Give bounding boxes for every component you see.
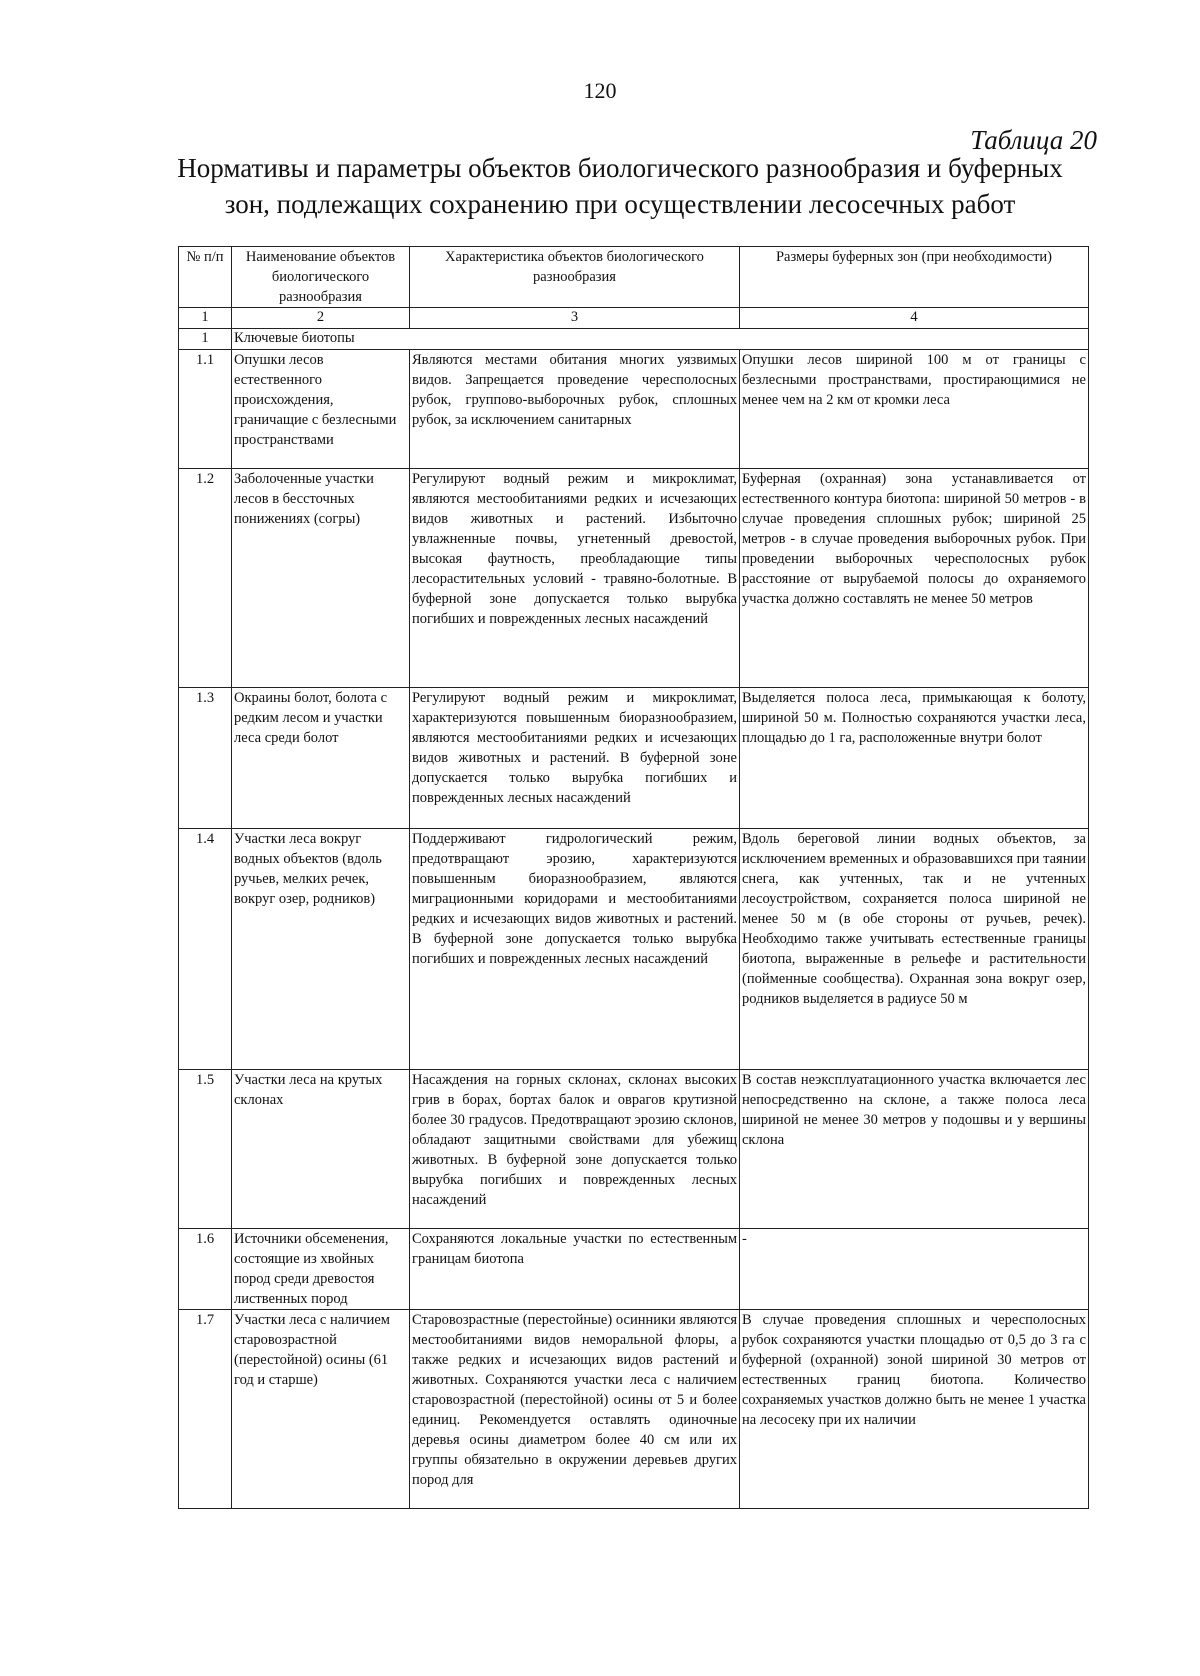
row-characteristic: Регулируют водный режим и микроклимат, характеризуются повышенным биоразнообразием, являются местообитаниями редких и исчезающих видов животных и растений. В буферной зоне допускается только вырубка погибших и поврежденных лесных насаждений: [410, 688, 740, 829]
row-object-name: Опушки лесов естественного происхождения, граничащие с безлесными пространствами: [232, 350, 410, 469]
row-characteristic: Поддерживают гидрологический режим, предотвращают эрозию, характеризуются повышенным биоразнообразием, являются миграционными коридорами и местообитаниями редких и исчезающих видов животных и растений. В буферной зоне допускается только вырубка погибших и поврежденных лесных насаждений: [410, 829, 740, 1070]
row-buffer-size: Опушки лесов шириной 100 м от границы с безлесными пространствами, простирающимися не менее чем на 2 км от кромки леса: [740, 350, 1089, 469]
row-buffer-size: -: [740, 1229, 1089, 1310]
document-title: [150, 150, 1090, 222]
table-row: [179, 350, 1089, 469]
row-number: 1.7: [179, 1310, 232, 1509]
row-characteristic: Насаждения на горных склонах, склонах высоких грив в борах, бортах балок и оврагов крутизной более 30 градусов. Предотвращают эрозию склонов, обладают защитными свойствами для убежищ животных. В буферной зоне допускается только вырубка погибших и поврежденных лесных насаждений: [410, 1070, 740, 1229]
row-buffer-size: В случае проведения сплошных и чересполосных рубок сохраняются участки площадью от 0,5 до 3 га с буферной (охранной) зоной шириной 30 метров от естественных границ биотопа. Количество сохраняемых участков должно быть не менее 1 участка на лесосеку при их наличии: [740, 1310, 1089, 1509]
table-header-row: [179, 247, 1089, 308]
section-number: 1: [179, 329, 232, 350]
table-row: [179, 1310, 1089, 1509]
column-number: 1: [179, 308, 232, 329]
section-row: [179, 329, 1089, 350]
row-buffer-size: В состав неэксплуатационного участка включается лес непосредственно на склоне, а также полоса леса шириной не менее 30 метров у подошвы и у вершины склона: [740, 1070, 1089, 1229]
row-characteristic: Старовозрастные (перестойные) осинники являются местообитаниями видов неморальной флоры, а также редких и исчезающих видов растений и животных. Сохраняются участки леса с наличием старовозрастной (перестойной) осины от 5 и более единиц. Рекомендуется оставлять одиночные деревья осины диаметром более 40 см или их группы обязательно в окружении деревьев других пород для: [410, 1310, 740, 1509]
header-buffer-size: Размеры буферных зон (при необходимости): [740, 247, 1089, 308]
row-number: 1.5: [179, 1070, 232, 1229]
row-object-name: Участки леса с наличием старовозрастной (перестойной) осины (61 год и старше): [232, 1310, 410, 1509]
table-row: [179, 1070, 1089, 1229]
row-characteristic: Являются местами обитания многих уязвимых видов. Запрещается проведение чересполосных рубок, группово-выборочных рубок, сплошных рубок, за исключением санитарных: [410, 350, 740, 469]
title-line-1: Нормативы и параметры объектов биологического разнообразия и буферных: [177, 153, 1063, 183]
row-characteristic: Сохраняются локальные участки по естественным границам биотопа: [410, 1229, 740, 1310]
row-number: 1.2: [179, 469, 232, 688]
row-number: 1.1: [179, 350, 232, 469]
table-row: [179, 469, 1089, 688]
row-buffer-size: Выделяется полоса леса, примыкающая к болоту, шириной 50 м. Полностью сохраняются участки леса, площадью до 1 га, расположенные внутри болот: [740, 688, 1089, 829]
section-title: Ключевые биотопы: [232, 329, 1089, 350]
column-number: 2: [232, 308, 410, 329]
header-object-name: Наименование объектов биологического разнообразия: [232, 247, 410, 308]
table-label: Таблица 20: [970, 125, 1097, 155]
header-characteristic: Характеристика объектов биологического разнообразия: [410, 247, 740, 308]
table-row: [179, 829, 1089, 1070]
row-buffer-size: Буферная (охранная) зона устанавливается от естественного контура биотопа: шириной 50 метров - в случае проведения сплошных рубок; шириной 25 метров - в случае проведения выборочных рубок. При проведении выборочных чересполосных рубок расстояние от вырубаемой полосы до охраняемого участка должно составлять не менее 50 метров: [740, 469, 1089, 688]
row-number: 1.3: [179, 688, 232, 829]
row-object-name: Заболоченные участки лесов в бессточных понижениях (согры): [232, 469, 410, 688]
row-object-name: Участки леса вокруг водных объектов (вдоль ручьев, мелких речек, вокруг озер, родников): [232, 829, 410, 1070]
row-characteristic: Регулируют водный режим и микроклимат, являются местообитаниями редких и исчезающих видов животных и растений. Избыточно увлажненные почвы, угнетенный древостой, высокая фаутность, преобладающие типы лесорастительных условий - травяно-болотные. В буферной зоне допускается только вырубка погибших и поврежденных лесных насаждений: [410, 469, 740, 688]
page-number: 120: [583, 78, 617, 103]
table-row: [179, 1229, 1089, 1310]
title-line-2: зон, подлежащих сохранению при осуществлении лесосечных работ: [224, 189, 1016, 219]
row-object-name: Окраины болот, болота с редким лесом и участки леса среди болот: [232, 688, 410, 829]
table-row: [179, 688, 1089, 829]
biodiversity-norms-table: [178, 246, 1089, 1509]
row-object-name: Участки леса на крутых склонах: [232, 1070, 410, 1229]
row-number: 1.6: [179, 1229, 232, 1310]
row-buffer-size: Вдоль береговой линии водных объектов, за исключением временных и образовавшихся при таянии снега, как учтенных, так и не учтенных лесоустройством, сохраняется полоса шириной не менее 50 м (в обе стороны от ручьев, речек). Необходимо также учитывать естественные границы биотопа, выраженные в рельефе и растительности (пойменные сообщества). Охранная зона вокруг озер, родников выделяется в радиусе 50 м: [740, 829, 1089, 1070]
row-object-name: Источники обсеменения, состоящие из хвойных пород среди древостоя лиственных пород: [232, 1229, 410, 1310]
row-number: 1.4: [179, 829, 232, 1070]
column-number-row: [179, 308, 1089, 329]
header-number: № п/п: [179, 247, 232, 308]
column-number: 4: [740, 308, 1089, 329]
column-number: 3: [410, 308, 740, 329]
